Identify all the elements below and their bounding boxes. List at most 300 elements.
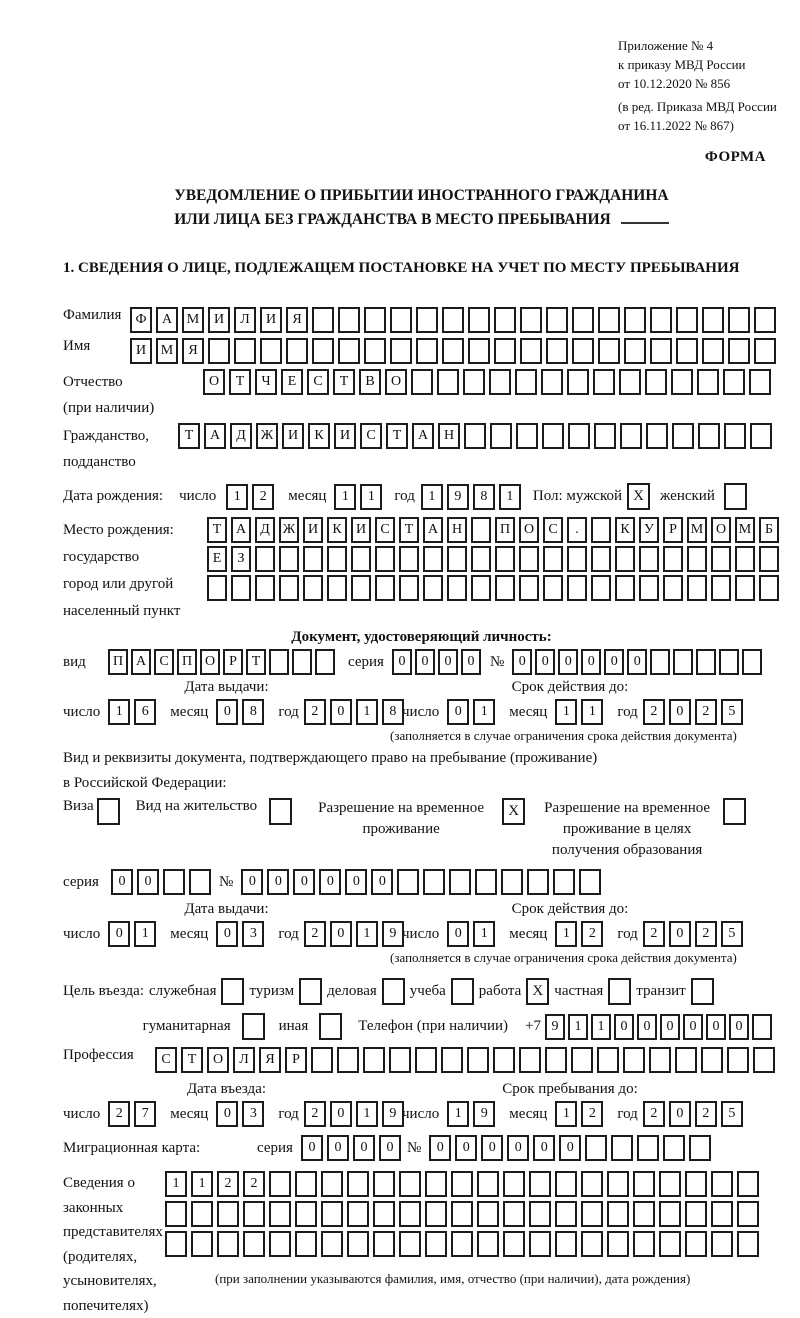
char-box[interactable]	[689, 1135, 711, 1161]
char-box[interactable]	[338, 338, 360, 364]
char-box[interactable]: С	[154, 649, 174, 675]
char-box[interactable]	[759, 575, 779, 601]
char-box[interactable]	[255, 575, 275, 601]
char-box[interactable]: С	[155, 1047, 177, 1073]
char-box[interactable]	[520, 307, 542, 333]
char-box[interactable]: Т	[229, 369, 251, 395]
char-box[interactable]	[702, 307, 724, 333]
char-box[interactable]: 0	[379, 1135, 401, 1161]
char-box[interactable]: П	[108, 649, 128, 675]
char-box[interactable]	[312, 338, 334, 364]
char-box[interactable]	[737, 1231, 759, 1257]
char-box[interactable]: Т	[181, 1047, 203, 1073]
char-box[interactable]: 0	[447, 699, 469, 725]
edu-permit-checkbox[interactable]	[723, 798, 746, 825]
char-box[interactable]	[724, 423, 746, 449]
char-box[interactable]	[633, 1171, 655, 1197]
char-box[interactable]: Л	[233, 1047, 255, 1073]
char-box[interactable]	[624, 307, 646, 333]
char-box[interactable]: 9	[447, 484, 469, 510]
char-box[interactable]	[593, 369, 615, 395]
char-box[interactable]: 5	[721, 1101, 743, 1127]
purpose-work-checkbox[interactable]: X	[526, 978, 549, 1005]
char-box[interactable]: 1	[334, 484, 356, 510]
char-box[interactable]: 0	[627, 649, 647, 675]
char-box[interactable]	[165, 1231, 187, 1257]
char-box[interactable]: И	[351, 517, 371, 543]
char-box[interactable]: И	[260, 307, 282, 333]
char-box[interactable]: 0	[216, 921, 238, 947]
char-box[interactable]: .	[567, 517, 587, 543]
char-box[interactable]	[615, 575, 635, 601]
char-box[interactable]	[337, 1047, 359, 1073]
purpose-tourism-checkbox[interactable]	[299, 978, 322, 1005]
char-box[interactable]: 2	[108, 1101, 130, 1127]
char-box[interactable]: Т	[178, 423, 200, 449]
char-box[interactable]	[208, 338, 230, 364]
char-box[interactable]	[451, 1171, 473, 1197]
char-box[interactable]: 1	[356, 921, 378, 947]
char-box[interactable]	[494, 338, 516, 364]
char-box[interactable]	[351, 546, 371, 572]
char-box[interactable]: 9	[473, 1101, 495, 1127]
char-box[interactable]: 0	[392, 649, 412, 675]
char-box[interactable]	[475, 869, 497, 895]
char-box[interactable]	[363, 1047, 385, 1073]
char-box[interactable]	[489, 369, 511, 395]
char-box[interactable]	[685, 1171, 707, 1197]
char-box[interactable]: М	[687, 517, 707, 543]
char-box[interactable]	[503, 1171, 525, 1197]
char-box[interactable]: А	[131, 649, 151, 675]
char-box[interactable]	[615, 546, 635, 572]
char-box[interactable]	[503, 1231, 525, 1257]
char-box[interactable]	[415, 1047, 437, 1073]
char-box[interactable]: М	[735, 517, 755, 543]
char-box[interactable]: Т	[333, 369, 355, 395]
char-box[interactable]	[727, 1047, 749, 1073]
char-box[interactable]	[737, 1201, 759, 1227]
char-box[interactable]	[364, 338, 386, 364]
char-box[interactable]: 8	[382, 699, 404, 725]
char-box[interactable]: 0	[330, 699, 352, 725]
char-box[interactable]	[591, 517, 611, 543]
char-box[interactable]: С	[360, 423, 382, 449]
char-box[interactable]	[567, 546, 587, 572]
char-box[interactable]: 8	[242, 699, 264, 725]
char-box[interactable]	[529, 1171, 551, 1197]
char-box[interactable]: У	[639, 517, 659, 543]
char-box[interactable]	[399, 1201, 421, 1227]
char-box[interactable]	[490, 423, 512, 449]
char-box[interactable]	[581, 1171, 603, 1197]
char-box[interactable]: 0	[512, 649, 532, 675]
char-box[interactable]	[295, 1201, 317, 1227]
char-box[interactable]	[375, 575, 395, 601]
char-box[interactable]	[519, 575, 539, 601]
char-box[interactable]	[581, 1231, 603, 1257]
char-box[interactable]: О	[711, 517, 731, 543]
char-box[interactable]: О	[200, 649, 220, 675]
char-box[interactable]: 1	[356, 699, 378, 725]
char-box[interactable]	[646, 423, 668, 449]
char-box[interactable]	[659, 1231, 681, 1257]
char-box[interactable]: 2	[581, 1101, 603, 1127]
char-box[interactable]	[542, 423, 564, 449]
char-box[interactable]: 0	[614, 1014, 634, 1040]
char-box[interactable]	[286, 338, 308, 364]
char-box[interactable]: 0	[604, 649, 624, 675]
char-box[interactable]: 2	[643, 699, 665, 725]
char-box[interactable]: 0	[438, 649, 458, 675]
char-box[interactable]	[750, 423, 772, 449]
char-box[interactable]	[711, 1171, 733, 1197]
char-box[interactable]	[594, 423, 616, 449]
char-box[interactable]	[572, 338, 594, 364]
char-box[interactable]: О	[519, 517, 539, 543]
char-box[interactable]	[685, 1231, 707, 1257]
char-box[interactable]	[347, 1231, 369, 1257]
char-box[interactable]: 1	[191, 1171, 213, 1197]
char-box[interactable]	[543, 546, 563, 572]
char-box[interactable]: В	[359, 369, 381, 395]
char-box[interactable]: 1	[555, 699, 577, 725]
char-box[interactable]	[598, 338, 620, 364]
char-box[interactable]	[399, 1171, 421, 1197]
char-box[interactable]: 9	[545, 1014, 565, 1040]
char-box[interactable]: 2	[695, 1101, 717, 1127]
char-box[interactable]	[645, 369, 667, 395]
char-box[interactable]: 1	[499, 484, 521, 510]
char-box[interactable]	[568, 423, 590, 449]
char-box[interactable]	[292, 649, 312, 675]
char-box[interactable]: 0	[447, 921, 469, 947]
char-box[interactable]	[425, 1231, 447, 1257]
char-box[interactable]	[545, 1047, 567, 1073]
char-box[interactable]	[591, 546, 611, 572]
char-box[interactable]	[633, 1231, 655, 1257]
char-box[interactable]	[639, 575, 659, 601]
char-box[interactable]	[425, 1171, 447, 1197]
char-box[interactable]: 0	[507, 1135, 529, 1161]
char-box[interactable]: 1	[165, 1171, 187, 1197]
char-box[interactable]	[447, 575, 467, 601]
char-box[interactable]	[375, 546, 395, 572]
char-box[interactable]: 6	[134, 699, 156, 725]
temp-permit-checkbox[interactable]: X	[502, 798, 525, 825]
char-box[interactable]	[702, 338, 724, 364]
char-box[interactable]: 2	[252, 484, 274, 510]
char-box[interactable]	[711, 575, 731, 601]
char-box[interactable]	[269, 1231, 291, 1257]
residence-permit-checkbox[interactable]	[269, 798, 292, 825]
char-box[interactable]	[243, 1231, 265, 1257]
char-box[interactable]: С	[543, 517, 563, 543]
char-box[interactable]: 0	[558, 649, 578, 675]
char-box[interactable]	[673, 649, 693, 675]
char-box[interactable]	[451, 1201, 473, 1227]
char-box[interactable]	[555, 1171, 577, 1197]
char-box[interactable]	[607, 1201, 629, 1227]
char-box[interactable]	[591, 575, 611, 601]
char-box[interactable]	[650, 307, 672, 333]
char-box[interactable]: 2	[217, 1171, 239, 1197]
char-box[interactable]: 0	[371, 869, 393, 895]
char-box[interactable]: Е	[207, 546, 227, 572]
char-box[interactable]	[571, 1047, 593, 1073]
visa-checkbox[interactable]	[97, 798, 120, 825]
char-box[interactable]: 0	[345, 869, 367, 895]
char-box[interactable]	[671, 369, 693, 395]
char-box[interactable]	[711, 546, 731, 572]
char-box[interactable]	[529, 1231, 551, 1257]
char-box[interactable]	[389, 1047, 411, 1073]
char-box[interactable]	[477, 1201, 499, 1227]
char-box[interactable]	[399, 1231, 421, 1257]
char-box[interactable]	[279, 546, 299, 572]
char-box[interactable]	[279, 575, 299, 601]
char-box[interactable]	[397, 869, 419, 895]
char-box[interactable]: А	[204, 423, 226, 449]
char-box[interactable]	[752, 1014, 772, 1040]
char-box[interactable]	[243, 1201, 265, 1227]
char-box[interactable]: 5	[721, 699, 743, 725]
char-box[interactable]	[493, 1047, 515, 1073]
char-box[interactable]: 1	[226, 484, 248, 510]
char-box[interactable]: 0	[533, 1135, 555, 1161]
char-box[interactable]: Р	[285, 1047, 307, 1073]
char-box[interactable]: Л	[234, 307, 256, 333]
char-box[interactable]: 0	[293, 869, 315, 895]
char-box[interactable]: 0	[461, 649, 481, 675]
char-box[interactable]: Ж	[256, 423, 278, 449]
char-box[interactable]	[471, 575, 491, 601]
char-box[interactable]	[163, 869, 185, 895]
char-box[interactable]	[687, 575, 707, 601]
char-box[interactable]: 0	[706, 1014, 726, 1040]
char-box[interactable]: П	[177, 649, 197, 675]
char-box[interactable]: Т	[399, 517, 419, 543]
char-box[interactable]: 9	[382, 1101, 404, 1127]
char-box[interactable]	[217, 1201, 239, 1227]
char-box[interactable]: 0	[729, 1014, 749, 1040]
char-box[interactable]	[416, 307, 438, 333]
char-box[interactable]: 0	[683, 1014, 703, 1040]
char-box[interactable]	[327, 546, 347, 572]
char-box[interactable]: С	[375, 517, 395, 543]
char-box[interactable]	[735, 575, 755, 601]
char-box[interactable]: 2	[643, 1101, 665, 1127]
char-box[interactable]: 1	[473, 921, 495, 947]
char-box[interactable]	[347, 1201, 369, 1227]
char-box[interactable]	[449, 869, 471, 895]
char-box[interactable]	[737, 1171, 759, 1197]
char-box[interactable]	[659, 1201, 681, 1227]
char-box[interactable]: Т	[207, 517, 227, 543]
char-box[interactable]: 1	[555, 921, 577, 947]
char-box[interactable]	[650, 649, 670, 675]
char-box[interactable]: З	[231, 546, 251, 572]
char-box[interactable]: 2	[695, 699, 717, 725]
char-box[interactable]: И	[208, 307, 230, 333]
char-box[interactable]: М	[156, 338, 178, 364]
char-box[interactable]	[191, 1231, 213, 1257]
char-box[interactable]: 0	[216, 1101, 238, 1127]
char-box[interactable]	[411, 369, 433, 395]
char-box[interactable]	[338, 307, 360, 333]
char-box[interactable]	[619, 369, 641, 395]
char-box[interactable]	[234, 338, 256, 364]
purpose-transit-checkbox[interactable]	[691, 978, 714, 1005]
char-box[interactable]	[553, 869, 575, 895]
char-box[interactable]: 0	[660, 1014, 680, 1040]
char-box[interactable]: 0	[581, 649, 601, 675]
char-box[interactable]	[637, 1135, 659, 1161]
char-box[interactable]	[696, 649, 716, 675]
char-box[interactable]: 0	[137, 869, 159, 895]
char-box[interactable]	[749, 369, 771, 395]
char-box[interactable]: 0	[330, 921, 352, 947]
char-box[interactable]	[399, 546, 419, 572]
char-box[interactable]	[471, 546, 491, 572]
char-box[interactable]	[742, 649, 762, 675]
char-box[interactable]: П	[495, 517, 515, 543]
char-box[interactable]	[529, 1201, 551, 1227]
char-box[interactable]	[541, 369, 563, 395]
char-box[interactable]: И	[334, 423, 356, 449]
char-box[interactable]	[515, 369, 537, 395]
char-box[interactable]: Р	[223, 649, 243, 675]
char-box[interactable]: 0	[216, 699, 238, 725]
char-box[interactable]: 1	[134, 921, 156, 947]
char-box[interactable]	[467, 1047, 489, 1073]
char-box[interactable]	[639, 546, 659, 572]
char-box[interactable]	[471, 517, 491, 543]
char-box[interactable]: 1	[581, 699, 603, 725]
char-box[interactable]: Д	[255, 517, 275, 543]
char-box[interactable]	[598, 307, 620, 333]
char-box[interactable]	[623, 1047, 645, 1073]
char-box[interactable]	[754, 338, 776, 364]
char-box[interactable]: Е	[281, 369, 303, 395]
char-box[interactable]: 0	[669, 1101, 691, 1127]
char-box[interactable]: 3	[242, 921, 264, 947]
char-box[interactable]	[607, 1231, 629, 1257]
char-box[interactable]	[373, 1171, 395, 1197]
char-box[interactable]: С	[307, 369, 329, 395]
char-box[interactable]	[624, 338, 646, 364]
char-box[interactable]	[495, 575, 515, 601]
char-box[interactable]: Т	[246, 649, 266, 675]
char-box[interactable]	[572, 307, 594, 333]
char-box[interactable]	[546, 307, 568, 333]
char-box[interactable]	[303, 575, 323, 601]
char-box[interactable]: 2	[304, 921, 326, 947]
char-box[interactable]	[649, 1047, 671, 1073]
char-box[interactable]	[442, 338, 464, 364]
char-box[interactable]: 1	[447, 1101, 469, 1127]
char-box[interactable]: 8	[473, 484, 495, 510]
char-box[interactable]	[347, 1171, 369, 1197]
char-box[interactable]	[519, 1047, 541, 1073]
char-box[interactable]	[650, 338, 672, 364]
char-box[interactable]	[311, 1047, 333, 1073]
char-box[interactable]	[663, 1135, 685, 1161]
purpose-commercial-checkbox[interactable]	[382, 978, 405, 1005]
char-box[interactable]: 3	[242, 1101, 264, 1127]
char-box[interactable]: К	[615, 517, 635, 543]
char-box[interactable]: Н	[438, 423, 460, 449]
char-box[interactable]: 0	[327, 1135, 349, 1161]
char-box[interactable]	[723, 369, 745, 395]
char-box[interactable]: 0	[429, 1135, 451, 1161]
char-box[interactable]	[437, 369, 459, 395]
char-box[interactable]: 1	[591, 1014, 611, 1040]
char-box[interactable]	[581, 1201, 603, 1227]
char-box[interactable]	[189, 869, 211, 895]
char-box[interactable]: 0	[669, 699, 691, 725]
char-box[interactable]: А	[156, 307, 178, 333]
char-box[interactable]: 1	[356, 1101, 378, 1127]
char-box[interactable]	[663, 546, 683, 572]
purpose-study-checkbox[interactable]	[451, 978, 474, 1005]
char-box[interactable]: 1	[568, 1014, 588, 1040]
char-box[interactable]: 1	[421, 484, 443, 510]
char-box[interactable]: Т	[386, 423, 408, 449]
char-box[interactable]	[663, 575, 683, 601]
char-box[interactable]	[303, 546, 323, 572]
char-box[interactable]	[527, 869, 549, 895]
char-box[interactable]	[295, 1231, 317, 1257]
char-box[interactable]	[477, 1231, 499, 1257]
char-box[interactable]	[464, 423, 486, 449]
char-box[interactable]: 2	[643, 921, 665, 947]
char-box[interactable]	[676, 307, 698, 333]
char-box[interactable]	[567, 369, 589, 395]
char-box[interactable]	[321, 1231, 343, 1257]
char-box[interactable]: 0	[108, 921, 130, 947]
char-box[interactable]: О	[385, 369, 407, 395]
char-box[interactable]	[207, 575, 227, 601]
char-box[interactable]	[423, 546, 443, 572]
char-box[interactable]	[321, 1171, 343, 1197]
char-box[interactable]	[399, 575, 419, 601]
char-box[interactable]: Я	[259, 1047, 281, 1073]
char-box[interactable]: 2	[243, 1171, 265, 1197]
char-box[interactable]	[423, 869, 445, 895]
char-box[interactable]	[697, 369, 719, 395]
char-box[interactable]	[519, 546, 539, 572]
char-box[interactable]	[364, 307, 386, 333]
char-box[interactable]	[672, 423, 694, 449]
char-box[interactable]	[759, 546, 779, 572]
char-box[interactable]	[543, 575, 563, 601]
char-box[interactable]	[685, 1201, 707, 1227]
char-box[interactable]	[503, 1201, 525, 1227]
char-box[interactable]: 2	[581, 921, 603, 947]
char-box[interactable]	[373, 1201, 395, 1227]
char-box[interactable]	[579, 869, 601, 895]
char-box[interactable]	[477, 1171, 499, 1197]
char-box[interactable]: 0	[241, 869, 263, 895]
char-box[interactable]: 7	[134, 1101, 156, 1127]
char-box[interactable]	[676, 338, 698, 364]
char-box[interactable]	[441, 1047, 463, 1073]
char-box[interactable]: Б	[759, 517, 779, 543]
char-box[interactable]: 1	[473, 699, 495, 725]
char-box[interactable]: 1	[360, 484, 382, 510]
char-box[interactable]: 0	[111, 869, 133, 895]
